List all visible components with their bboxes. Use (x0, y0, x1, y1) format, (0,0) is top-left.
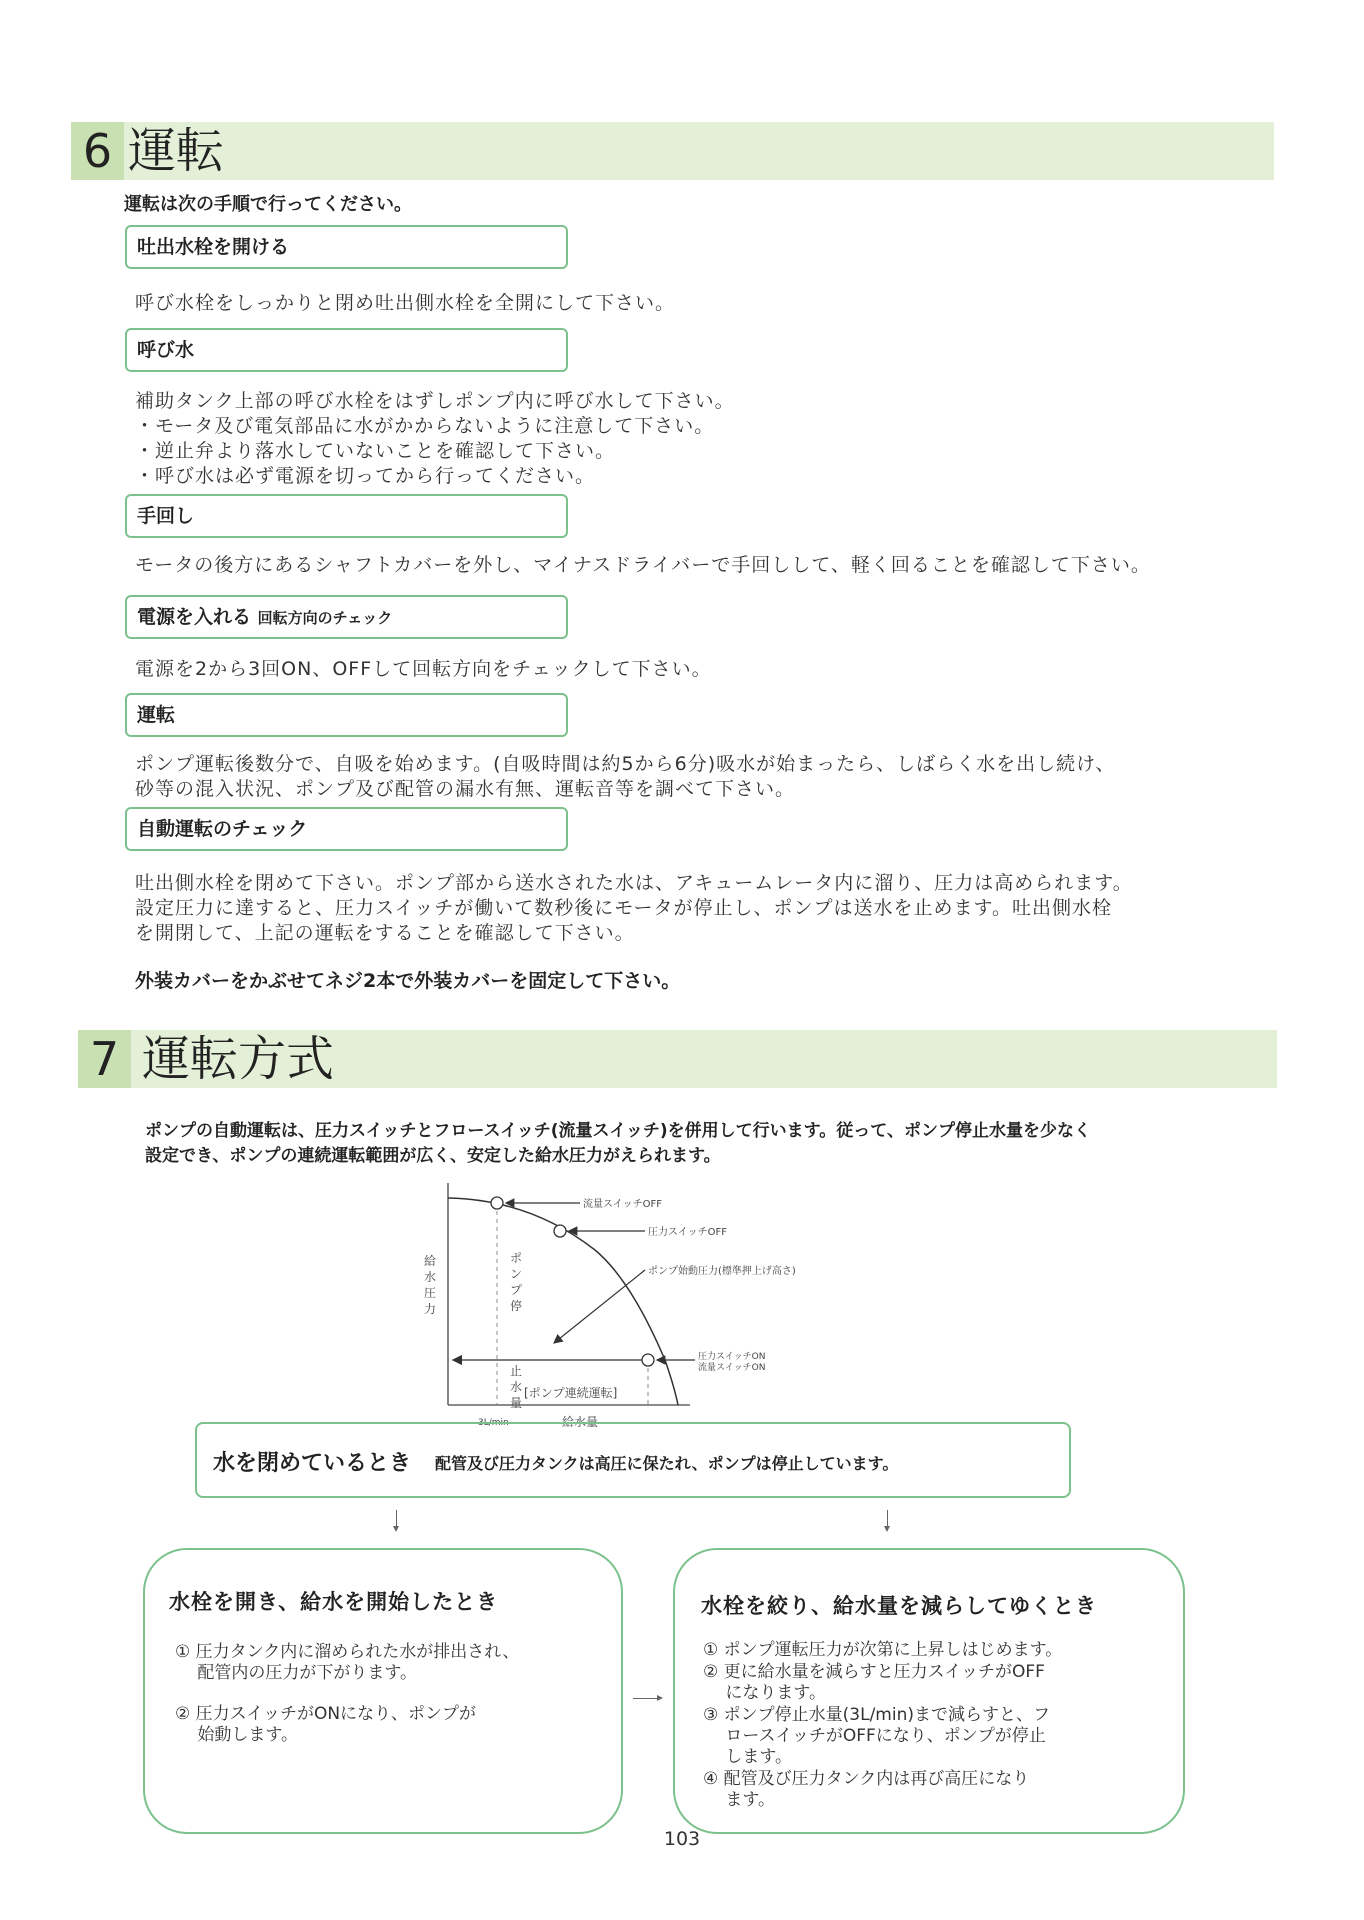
pressure-switch-off-label: 圧力スイッチOFF (648, 1227, 727, 1238)
step-auto-check-text: 吐出側水栓を閉めて下さい。ポンプ部から送水された水は、アキュームレータ内に溜り、圧力は高められます。 設定圧力に達すると、圧力スイッチが働いて数秒後にモータが停止し、ポンプは送水を止めます。吐出側水栓 を開閉して、上記の運転をすることを確認して下さい。 (135, 872, 1133, 944)
step-label: 手回し (137, 505, 195, 527)
stop-flow-label-char: 止 (510, 1364, 523, 1378)
section-6-band (71, 122, 1274, 180)
section-7-intro-line1: ポンプの自動運転は、圧力スイッチとフロースイッチ(流量スイッチ)を併用して行います。従って、ポンプ停止水量を少なく (145, 1121, 1091, 1141)
section-6-number: 6 (71, 122, 124, 180)
closed-state-description: 配管及び圧力タンクは高圧に保たれ、ポンプは停止しています。 (435, 1454, 899, 1473)
faucet-open-item-2: ② 圧力スイッチがONになり、ポンプが 始動します。 (175, 1704, 477, 1745)
stop-flow-label-char: 量 (510, 1396, 523, 1410)
section-7-title: 運転方式 (142, 1031, 335, 1087)
pressure-switch-on-label: 圧力スイッチON (698, 1352, 766, 1362)
faucet-reduce-item-3: ③ ポンプ停止水量(3L/min)まで減らすと、フ ロースイッチがOFFになり、ポンプが停止 します。 (703, 1705, 1050, 1767)
faucet-open-title: 水栓を開き、給水を開始したとき (169, 1590, 499, 1614)
x-axis-label: 給水量 (562, 1415, 599, 1429)
stop-flow-label-char: プ (510, 1283, 523, 1297)
stop-flow-label-char: 水 (510, 1380, 523, 1394)
page-number: 103 (663, 1828, 701, 1850)
step-open-faucet-text: 呼び水栓をしっかりと閉め吐出側水栓を全開にして下さい。 (135, 292, 676, 314)
y-axis-label-char: 力 (424, 1302, 437, 1316)
faucet-reduce-title: 水栓を絞り、給水量を減らしてゆくとき (701, 1594, 1097, 1618)
flow-switch-off-point (491, 1197, 503, 1209)
down-arrow-left (396, 1510, 397, 1530)
cover-note: 外装カバーをかぶせてネジ2本で外装カバーを固定して下さい。 (135, 970, 681, 992)
faucet-open-card (143, 1548, 623, 1834)
stop-flow-label-char: ポ (510, 1251, 523, 1265)
start-pressure-label: ポンプ始動圧力(標準押上げ高さ) (648, 1266, 796, 1277)
step-operation (125, 693, 568, 737)
step-priming (125, 328, 568, 372)
step-label: 自動運転のチェック (137, 818, 308, 840)
step-auto-check (125, 807, 568, 851)
y-axis-label-char: 水 (424, 1270, 437, 1284)
flow-switch-off-label: 流量スイッチOFF (583, 1199, 662, 1210)
pressure-switch-off-point (554, 1225, 566, 1237)
faucet-reduce-item-2: ② 更に給水量を減らすと圧力スイッチがOFF になります。 (703, 1662, 1045, 1703)
step-priming-text: 補助タンク上部の呼び水栓をはずしポンプ内に呼び水して下さい。 ・モータ及び電気部品に水がかからないように注意して下さい。 ・逆止弁より落水していないことを確認して下さい。 ・呼び水は必ず電源を切ってから行ってください。 (135, 390, 735, 487)
faucet-reduce-item-1: ① ポンプ運転圧力が次第に上昇しはじめます。 (703, 1640, 1063, 1660)
closed-state-title: 水を閉めているとき (213, 1451, 412, 1476)
faucet-reduce-item-4: ④ 配管及び圧力タンク内は再び高圧になり ます。 (703, 1769, 1030, 1810)
right-arrow (633, 1698, 661, 1699)
start-pressure-pointer (554, 1270, 645, 1343)
stop-flow-label-char: 停 (510, 1299, 523, 1313)
step-power-on (125, 595, 568, 639)
step-hand-turn (125, 494, 568, 538)
step-sublabel: 回転方向のチェック (257, 609, 393, 627)
section-6-intro: 運転は次の手順で行ってください。 (124, 194, 412, 215)
y-axis-label-group (424, 1253, 436, 1316)
pump-curve-diagram (420, 1175, 870, 1435)
section-7-number: 7 (78, 1030, 131, 1088)
step-power-on-text: 電源を2から3回ON、OFFして回転方向をチェックして下さい。 (135, 658, 712, 680)
step-operation-text: ポンプ運転後数分で、自吸を始めます。(自吸時間は約5から6分)吸水が始まったら、しばらく水を出し続け、 砂等の混入状況、ポンプ及び配管の漏水有無、運転音等を調べて下さい。 (135, 753, 1116, 800)
closed-state-box (195, 1422, 1071, 1498)
stop-flow-label-group (510, 1251, 522, 1410)
continuous-operation-label: [ポンプ連続運転] (524, 1386, 618, 1400)
faucet-open-item-1: ① 圧力タンク内に溜められた水が排出され、 配管内の圧力が下がります。 (175, 1642, 520, 1683)
step-hand-turn-text: モータの後方にあるシャフトカバーを外し、マイナスドライバーで手回しして、軽く回ることを確認して下さい。 (135, 554, 1151, 576)
flow-switch-on-label: 流量スイッチON (698, 1363, 766, 1373)
stop-flow-label-char: ン (510, 1267, 523, 1281)
faucet-reduce-card (673, 1548, 1185, 1834)
step-open-faucet (125, 225, 568, 269)
y-axis-label-char: 給 (424, 1254, 437, 1268)
step-label: 吐出水栓を開ける (137, 236, 290, 258)
section-7-intro-line2: 設定でき、ポンプの連続運転範囲が広く、安定した給水圧力がえられます。 (145, 1146, 721, 1166)
y-axis-label-char: 圧 (424, 1286, 437, 1300)
x-tick-label: 3L/min (478, 1418, 509, 1428)
step-label: 呼び水 (137, 339, 195, 361)
step-label: 運転 (137, 704, 176, 726)
section-6-title: 運転 (128, 123, 225, 179)
step-label: 電源を入れる (137, 606, 252, 628)
down-arrow-right (887, 1510, 888, 1530)
switch-on-point (642, 1354, 654, 1366)
